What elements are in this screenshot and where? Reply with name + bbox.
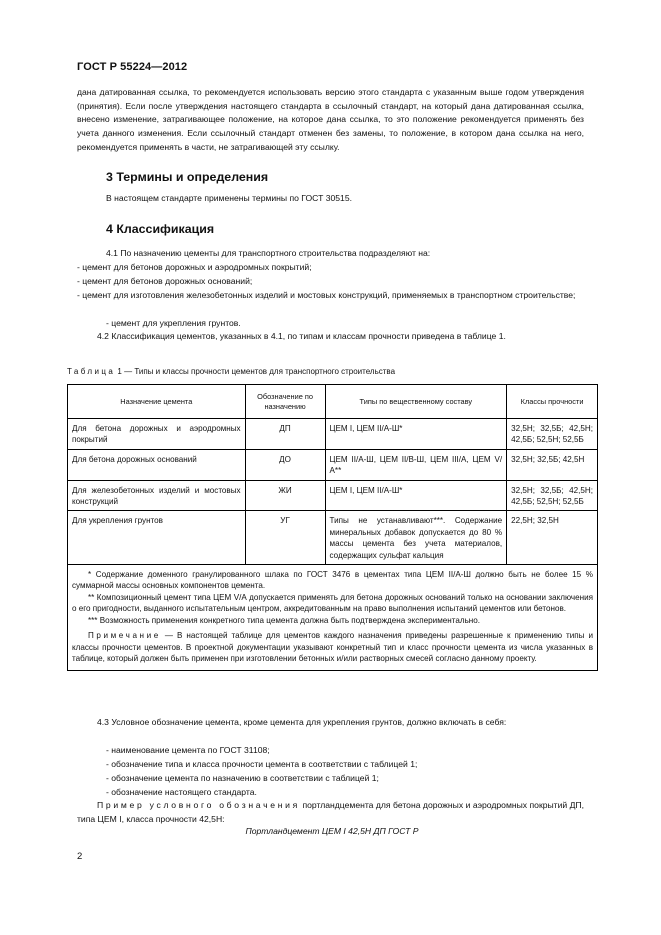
page-number: 2 xyxy=(77,851,83,862)
section-3-text: В настоящем стандарте применены термины по ГОСТ 30515. xyxy=(106,193,353,203)
example-text: портландцемента для бетона дорожных и аэродромных покрытий ДП, типа ЦЕМ I, класса прочности 42,5Н: xyxy=(77,800,585,824)
table-header-row xyxy=(68,385,598,419)
cell-classes: 32,5Н; 32,5Б; 42,5Н; 42,5Б; 52,5Н; 52,5Б xyxy=(507,480,598,511)
note-label: Примечание xyxy=(88,631,161,641)
table-row xyxy=(68,511,598,565)
cell-classes: 32,5Н; 32,5Б; 42,5Н xyxy=(507,449,598,480)
cell-types: ЦЕМ I, ЦЕМ II/А-Ш* xyxy=(325,419,507,450)
list-item: - цемент для изготовления железобетонных изделий и мостовых конструкций, применяемых в транспортном строительстве; xyxy=(77,290,576,300)
column-header-purpose: Назначение цемента xyxy=(68,385,246,419)
table-row xyxy=(68,449,598,480)
note-text: — В настоящей таблице для цементов каждого назначения приведены разрешенные к применению типы и классы прочности цементов. В проектной документации указывают конкретный тип и класс прочности цемента из числа указанных в таблице, который должен быть применен при изготовлении бетонных и/или растворных смесей согласно данному проекту. xyxy=(72,631,593,663)
list-item: - обозначение типа и класса прочности цемента в соответствии с таблицей 1; xyxy=(106,759,418,769)
list-item: - обозначение цемента по назначению в соответствии с таблицей 1; xyxy=(106,773,379,783)
cell-code: УГ xyxy=(245,511,325,565)
table-caption xyxy=(67,367,395,376)
cell-purpose: Для укрепления грунтов xyxy=(68,511,246,565)
cell-code: ДО xyxy=(245,449,325,480)
list-item: - цемент для укрепления грунтов. xyxy=(106,318,241,328)
cell-classes: 32,5Н; 32,5Б; 42,5Н; 42,5Б; 52,5Н; 52,5Б xyxy=(507,419,598,450)
list-item: - наименование цемента по ГОСТ 31108; xyxy=(106,745,270,755)
section-3-heading: 3 Термины и определения xyxy=(106,170,269,184)
footnote-3: *** Возможность применения конкретного типа цемента должна быть подтверждена экспериментально. xyxy=(88,615,481,625)
cell-types: ЦЕМ I, ЦЕМ II/А-Ш* xyxy=(325,480,507,511)
cell-purpose: Для бетона дорожных и аэродромных покрытий xyxy=(68,419,246,450)
clause-4-1: 4.1 По назначению цементы для транспортного строительства подразделяют на: xyxy=(106,248,431,258)
table-row xyxy=(68,480,598,511)
clause-4-2: 4.2 Классификация цементов, указанных в 4.1, по типам и классам прочности приведена в таблице 1. xyxy=(97,331,506,341)
column-header-classes: Классы прочности xyxy=(507,385,598,419)
example-designation: Портландцемент ЦЕМ I 42,5Н ДП ГОСТ Р xyxy=(245,826,419,836)
list-item: - цемент для бетонов дорожных оснований; xyxy=(77,276,253,286)
cell-types: ЦЕМ II/А-Ш, ЦЕМ II/В-Ш, ЦЕМ III/А, ЦЕМ V/А** xyxy=(325,449,507,480)
footnote-1: * Содержание доменного гранулированного шлака по ГОСТ 3476 в цементах типа ЦЕМ II/А-Ш должно быть не более 15 % суммарной массы основных компонентов цемента. xyxy=(72,570,593,591)
section-4-heading: 4 Классификация xyxy=(106,222,215,236)
cell-types: Типы не устанавливают***. Содержание минеральных добавок допускается до 80 % массы цемента без учета материалов, содержащих сульфат кальция xyxy=(325,511,507,565)
example-label: Пример условного обозначения xyxy=(97,800,301,810)
column-header-types: Типы по вещественному составу xyxy=(325,385,507,419)
table-caption-number: 1 xyxy=(117,367,122,376)
cement-classification-table xyxy=(67,384,598,671)
cell-code: ЖИ xyxy=(245,480,325,511)
footnote-2: ** Композиционный цемент типа ЦЕМ V/А допускается применять для бетона дорожных оснований только на основании заключения о его пригодности, выданного испытательным центром, аккредитованным на право выполнения испытаний цементов или бетонов. xyxy=(72,592,593,614)
clause-4-3: 4.3 Условное обозначение цемента, кроме цемента для укрепления грунтов, должно включать в себя: xyxy=(97,717,507,727)
table-note xyxy=(72,630,593,664)
cell-classes: 22,5Н; 32,5Н xyxy=(507,511,598,565)
list-item: - цемент для бетонов дорожных и аэродромных покрытий; xyxy=(77,262,312,272)
document-code-header: ГОСТ Р 55224—2012 xyxy=(77,61,188,73)
cell-code: ДП xyxy=(245,419,325,450)
intro-paragraph: дана датированная ссылка, то рекомендуется использовать версию этого стандарта с указанным выше годом утверждения (принятия). Если после утверждения настоящего стандарта в ссылочный стандарт, на который дана датированная ссылка, внесено изменение, затрагивающее положение, на которое дана ссылка, то это положение рекомендуется применять без учета данного изменения. Если ссылочный стандарт отменен без замены, то положение, в котором дана ссылка на него, рекомендуется применять в части, не затрагивающей эту ссылку. xyxy=(77,87,584,152)
table-caption-text: — Типы и классы прочности цементов для транспортного строительства xyxy=(124,367,396,376)
table-row xyxy=(68,419,598,450)
example-paragraph xyxy=(77,799,584,826)
table-footnotes xyxy=(68,565,598,671)
column-header-code: Обозначение по назначению xyxy=(245,385,325,419)
cell-purpose: Для бетона дорожных оснований xyxy=(68,449,246,480)
table-footnotes-row xyxy=(68,565,598,671)
table-caption-word: Таблица xyxy=(67,367,116,376)
cell-purpose: Для железобетонных изделий и мостовых конструкций xyxy=(68,480,246,511)
list-item: - обозначение настоящего стандарта. xyxy=(106,787,257,797)
